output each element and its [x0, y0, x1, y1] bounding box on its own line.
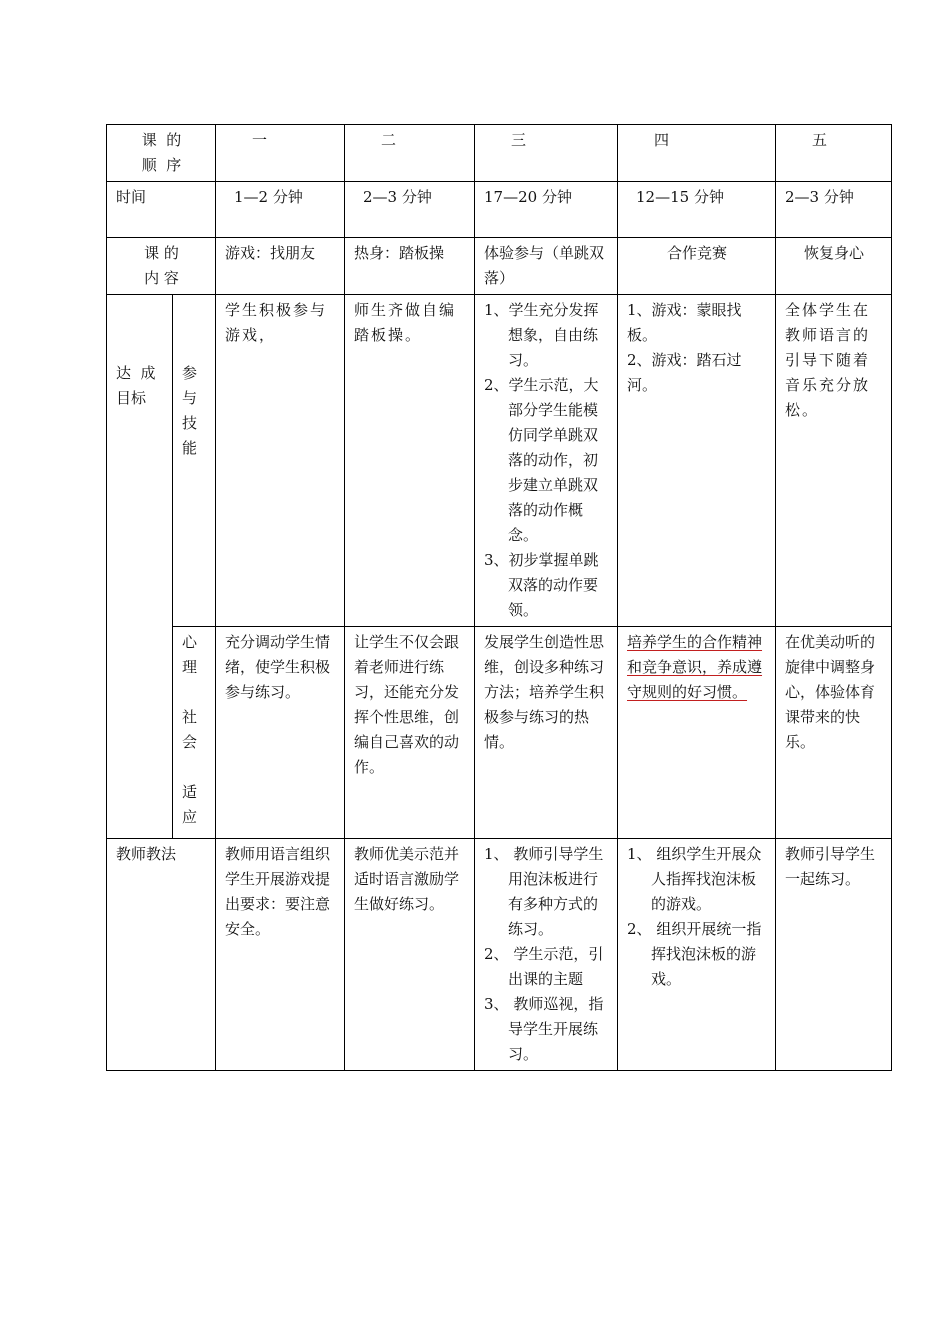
social-label-cell: [173, 627, 216, 839]
order-label-line1: 课 的: [141, 131, 182, 149]
content-5: 恢复身心: [776, 238, 892, 295]
time-label: 时间: [107, 182, 216, 238]
list-item: 3、初步掌握单跳双落的动作要领。: [484, 551, 599, 619]
underlined-goal-text: 培养学生的合作精神和竞争意识，养成遵守规则的好习惯。: [627, 633, 763, 701]
social-label-char: 适: [182, 783, 198, 801]
method-3-list: [484, 842, 609, 1067]
list-item: 3、 教师巡视，指导学生开展练习。: [484, 995, 604, 1063]
time-5: 2—3 分钟: [776, 182, 892, 238]
skill-2: 师生齐做自编踏板操。: [345, 295, 475, 627]
skill-label-char: 参: [182, 364, 198, 382]
goals-label-line1: 达 成: [116, 364, 156, 382]
col-header-3: 三: [475, 125, 618, 182]
list-item: 1、 组织学生开展众人指挥找泡沫板的游戏。: [627, 845, 762, 913]
list-item: 2、 组织开展统一指挥找泡沫板的游戏。: [627, 920, 762, 988]
content-label-cell: [107, 238, 216, 295]
content-label-line2: 内 容: [144, 269, 179, 287]
method-3: [475, 839, 618, 1071]
content-row: [107, 238, 892, 295]
content-4: 合作竞赛: [618, 238, 776, 295]
content-label-line1: 课 的: [144, 244, 179, 262]
time-4: 12—15 分钟: [618, 182, 776, 238]
method-5: 教师引导学生一起练习。: [776, 839, 892, 1071]
skill-label-char: 技: [182, 414, 198, 432]
content-2: 热身：踏板操: [345, 238, 475, 295]
social-label-char: 理: [182, 658, 198, 676]
social-2: 让学生不仅会跟着老师进行练习，还能充分发挥个性思维，创编自己喜欢的动作。: [345, 627, 475, 839]
col-header-4: 四: [618, 125, 776, 182]
method-label: 教师教法: [107, 839, 216, 1071]
order-row: [107, 125, 892, 182]
time-1: 1—2 分钟: [216, 182, 345, 238]
lesson-plan-table: [106, 124, 892, 1071]
list-item: 1、 教师引导学生用泡沫板进行有多种方式的练习。: [484, 845, 604, 938]
col-header-5: 五: [776, 125, 892, 182]
col-header-2: 二: [345, 125, 475, 182]
social-row: [107, 627, 892, 839]
time-3: 17—20 分钟: [475, 182, 618, 238]
social-label-char: 会: [182, 733, 198, 751]
col-header-1: 一: [216, 125, 345, 182]
order-label-cell: [107, 125, 216, 182]
method-4: [618, 839, 776, 1071]
skill-row: [107, 295, 892, 627]
list-item: 1、学生充分发挥想象，自由练习。: [484, 301, 599, 369]
skill-label-cell: [173, 295, 216, 627]
time-row: [107, 182, 892, 238]
time-2: 2—3 分钟: [345, 182, 475, 238]
social-4: [618, 627, 776, 839]
method-2: 教师优美示范并适时语言激励学生做好练习。: [345, 839, 475, 1071]
skill-3-list: [484, 298, 609, 623]
list-item: 2、学生示范，大部分学生能模仿同学单跳双落的动作，初步建立单跳双落的动作概念。: [484, 376, 599, 544]
skill-4: [618, 295, 776, 627]
list-item: 1、游戏：蒙眼找板。: [627, 301, 742, 344]
social-1: 充分调动学生情绪，使学生积极参与练习。: [216, 627, 345, 839]
goals-label-line2: 目标: [116, 389, 147, 407]
skill-5: 全体学生在教师语言的引导下随着音乐充分放松。: [776, 295, 892, 627]
skill-3: [475, 295, 618, 627]
method-row: [107, 839, 892, 1071]
list-item: 2、 学生示范，引出课的主题: [484, 945, 604, 988]
order-label-line2: 顺 序: [141, 156, 182, 174]
goals-label-cell: [107, 295, 173, 839]
social-label-char: 心: [182, 633, 198, 651]
method-1: 教师用语言组织学生开展游戏提出要求：要注意安全。: [216, 839, 345, 1071]
social-label-char: 社: [182, 708, 198, 726]
content-3: 体验参与（单跳双落）: [475, 238, 618, 295]
social-label-char: 应: [182, 808, 198, 826]
skill-label-char: 能: [182, 439, 198, 457]
social-3: 发展学生创造性思维，创设多种练习方法；培养学生积极参与练习的热情。: [475, 627, 618, 839]
social-5: 在优美动听的旋律中调整身心，体验体育课带来的快乐。: [776, 627, 892, 839]
list-item: 2、游戏：踏石过河。: [627, 351, 742, 394]
method-4-list: [627, 842, 767, 992]
skill-label-char: 与: [182, 389, 198, 407]
content-1: 游戏：找朋友: [216, 238, 345, 295]
skill-1: 学生积极参与游戏，: [216, 295, 345, 627]
